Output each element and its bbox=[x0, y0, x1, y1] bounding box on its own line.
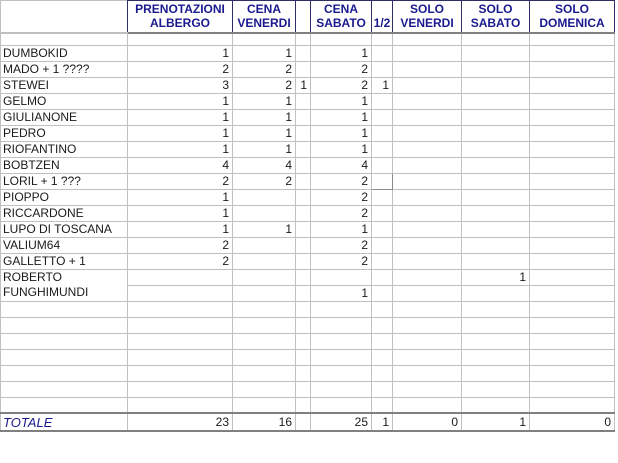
empty-row bbox=[1, 301, 615, 317]
value-cell-cena_venerdi[interactable]: 2 bbox=[233, 173, 296, 189]
value-cell-albergo[interactable]: 2 bbox=[128, 237, 233, 253]
value-cell-cena_sabato[interactable]: 1 bbox=[311, 125, 372, 141]
value-cell-solo_sabato[interactable] bbox=[462, 349, 530, 365]
value-cell-cena_sabato[interactable]: 2 bbox=[311, 77, 372, 93]
value-cell-half[interactable] bbox=[372, 269, 393, 285]
value-cell-cena_venerdi[interactable]: 1 bbox=[233, 45, 296, 61]
value-cell-cena_venerdi[interactable] bbox=[233, 317, 296, 333]
row-name-cell[interactable]: GALLETTO + 1 bbox=[1, 253, 128, 269]
value-cell-extra[interactable] bbox=[296, 285, 311, 301]
row-name-cell[interactable]: BOBTZEN bbox=[1, 157, 128, 173]
value-cell-cena_sabato[interactable]: 2 bbox=[311, 237, 372, 253]
value-cell-cena_venerdi[interactable] bbox=[233, 397, 296, 413]
value-cell-half[interactable] bbox=[372, 317, 393, 333]
value-cell-half[interactable] bbox=[372, 349, 393, 365]
value-cell-cena_venerdi[interactable]: 2 bbox=[233, 77, 296, 93]
value-cell-solo_sabato[interactable] bbox=[462, 301, 530, 317]
value-cell-solo_sabato[interactable]: 1 bbox=[462, 413, 530, 431]
empty-row bbox=[1, 317, 615, 333]
value-cell-albergo[interactable] bbox=[128, 349, 233, 365]
value-cell-half[interactable] bbox=[372, 301, 393, 317]
value-cell-solo_sabato[interactable] bbox=[462, 125, 530, 141]
value-cell-solo_domenica[interactable] bbox=[530, 269, 615, 285]
value-cell-cena_venerdi[interactable] bbox=[233, 237, 296, 253]
row-name-cell[interactable]: RIOFANTINO bbox=[1, 141, 128, 157]
value-cell-solo_venerdi[interactable] bbox=[393, 397, 462, 413]
value-cell-solo_sabato[interactable] bbox=[462, 77, 530, 93]
value-cell-extra[interactable]: 1 bbox=[296, 77, 311, 93]
value-cell-albergo[interactable] bbox=[128, 365, 233, 381]
value-cell-solo_sabato[interactable] bbox=[462, 61, 530, 77]
table-row bbox=[1, 157, 615, 173]
value-cell-cena_venerdi[interactable] bbox=[233, 253, 296, 269]
value-cell-cena_sabato[interactable] bbox=[311, 333, 372, 349]
value-cell-solo_venerdi[interactable] bbox=[393, 317, 462, 333]
value-cell-extra[interactable] bbox=[296, 157, 311, 173]
value-cell-cena_sabato[interactable]: 2 bbox=[311, 253, 372, 269]
value-cell-cena_venerdi[interactable] bbox=[233, 33, 296, 45]
row-name-cell[interactable]: FUNGHIMUNDI bbox=[1, 285, 128, 301]
value-cell-solo_domenica[interactable] bbox=[530, 221, 615, 237]
row-name-cell[interactable]: PIOPPO bbox=[1, 189, 128, 205]
value-cell-solo_venerdi[interactable] bbox=[393, 93, 462, 109]
value-cell-half[interactable] bbox=[372, 365, 393, 381]
value-cell-solo_sabato[interactable] bbox=[462, 33, 530, 45]
table-row bbox=[1, 285, 615, 301]
empty-row bbox=[1, 381, 615, 397]
value-cell-half[interactable] bbox=[372, 221, 393, 237]
value-cell-extra[interactable] bbox=[296, 269, 311, 285]
value-cell-albergo[interactable]: 1 bbox=[128, 189, 233, 205]
table-row bbox=[1, 237, 615, 253]
value-cell-solo_sabato[interactable] bbox=[462, 237, 530, 253]
value-cell-half[interactable] bbox=[372, 109, 393, 125]
row-name-cell[interactable] bbox=[1, 365, 128, 381]
empty-row bbox=[1, 333, 615, 349]
row-name-cell[interactable]: PEDRO bbox=[1, 125, 128, 141]
value-cell-cena_sabato[interactable] bbox=[311, 301, 372, 317]
value-cell-half[interactable] bbox=[372, 61, 393, 77]
value-cell-half[interactable] bbox=[372, 125, 393, 141]
value-cell-solo_domenica[interactable] bbox=[530, 365, 615, 381]
value-cell-albergo[interactable] bbox=[128, 33, 233, 45]
value-cell-albergo[interactable]: 2 bbox=[128, 173, 233, 189]
spacer-row bbox=[1, 33, 615, 45]
value-cell-cena_venerdi[interactable] bbox=[233, 301, 296, 317]
value-cell-albergo[interactable] bbox=[128, 333, 233, 349]
value-cell-cena_sabato[interactable]: 1 bbox=[311, 141, 372, 157]
value-cell-solo_domenica[interactable] bbox=[530, 93, 615, 109]
column-header-cena-venerdi[interactable]: CENA VENERDI bbox=[233, 1, 296, 34]
value-cell-half[interactable] bbox=[372, 333, 393, 349]
value-cell-cena_venerdi[interactable]: 4 bbox=[233, 157, 296, 173]
row-name-cell[interactable]: GIULIANONE bbox=[1, 109, 128, 125]
value-cell-solo_domenica[interactable] bbox=[530, 397, 615, 413]
table-row bbox=[1, 45, 615, 61]
value-cell-solo_domenica[interactable] bbox=[530, 237, 615, 253]
value-cell-extra[interactable] bbox=[296, 205, 311, 221]
value-cell-extra[interactable] bbox=[296, 141, 311, 157]
column-header-solo-domenica[interactable]: SOLO DOMENICA bbox=[530, 1, 615, 34]
value-cell-solo_sabato[interactable] bbox=[462, 109, 530, 125]
value-cell-solo_domenica[interactable] bbox=[530, 33, 615, 45]
value-cell-extra[interactable] bbox=[296, 317, 311, 333]
value-cell-cena_venerdi[interactable]: 1 bbox=[233, 93, 296, 109]
value-cell-solo_sabato[interactable]: 1 bbox=[462, 269, 530, 285]
value-cell-solo_sabato[interactable] bbox=[462, 253, 530, 269]
value-cell-cena_sabato[interactable]: 1 bbox=[311, 109, 372, 125]
value-cell-solo_domenica[interactable] bbox=[530, 301, 615, 317]
table-row bbox=[1, 125, 615, 141]
value-cell-albergo[interactable]: 1 bbox=[128, 141, 233, 157]
value-cell-half[interactable] bbox=[372, 205, 393, 221]
table-row bbox=[1, 141, 615, 157]
value-cell-extra[interactable] bbox=[296, 221, 311, 237]
value-cell-solo_venerdi[interactable] bbox=[393, 237, 462, 253]
value-cell-cena_venerdi[interactable] bbox=[233, 349, 296, 365]
value-cell-cena_venerdi[interactable] bbox=[233, 205, 296, 221]
value-cell-extra[interactable] bbox=[296, 333, 311, 349]
value-cell-albergo[interactable] bbox=[128, 397, 233, 413]
value-cell-half[interactable] bbox=[372, 157, 393, 173]
value-cell-cena_sabato[interactable] bbox=[311, 269, 372, 285]
value-cell-solo_venerdi[interactable]: 0 bbox=[393, 413, 462, 431]
value-cell-solo_venerdi[interactable] bbox=[393, 141, 462, 157]
value-cell-albergo[interactable]: 23 bbox=[128, 413, 233, 431]
value-cell-cena_sabato[interactable] bbox=[311, 381, 372, 397]
value-cell-extra[interactable] bbox=[296, 173, 311, 189]
value-cell-extra[interactable] bbox=[296, 253, 311, 269]
value-cell-half[interactable] bbox=[372, 141, 393, 157]
value-cell-solo_venerdi[interactable] bbox=[393, 221, 462, 237]
table-body bbox=[1, 33, 615, 431]
value-cell-solo_sabato[interactable] bbox=[462, 221, 530, 237]
table-row bbox=[1, 93, 615, 109]
value-cell-extra[interactable] bbox=[296, 189, 311, 205]
value-cell-solo_venerdi[interactable] bbox=[393, 269, 462, 285]
row-name-cell[interactable]: VALIUM64 bbox=[1, 237, 128, 253]
value-cell-albergo[interactable] bbox=[128, 301, 233, 317]
value-cell-extra[interactable] bbox=[296, 365, 311, 381]
value-cell-cena_sabato[interactable]: 1 bbox=[311, 285, 372, 301]
value-cell-albergo[interactable]: 1 bbox=[128, 45, 233, 61]
value-cell-solo_domenica[interactable] bbox=[530, 285, 615, 301]
value-cell-half[interactable] bbox=[372, 381, 393, 397]
value-cell-albergo[interactable]: 1 bbox=[128, 125, 233, 141]
value-cell-cena_sabato[interactable]: 2 bbox=[311, 205, 372, 221]
value-cell-extra[interactable] bbox=[296, 33, 311, 45]
row-name-cell[interactable] bbox=[1, 333, 128, 349]
value-cell-solo_domenica[interactable] bbox=[530, 205, 615, 221]
value-cell-extra[interactable] bbox=[296, 301, 311, 317]
value-cell-cena_sabato[interactable] bbox=[311, 397, 372, 413]
value-cell-half[interactable] bbox=[372, 397, 393, 413]
value-cell-half[interactable]: 1 bbox=[372, 77, 393, 93]
value-cell-solo_venerdi[interactable] bbox=[393, 253, 462, 269]
value-cell-half[interactable] bbox=[372, 253, 393, 269]
value-cell-solo_venerdi[interactable] bbox=[393, 109, 462, 125]
value-cell-solo_venerdi[interactable] bbox=[393, 45, 462, 61]
value-cell-cena_venerdi[interactable] bbox=[233, 365, 296, 381]
value-cell-cena_venerdi[interactable] bbox=[233, 189, 296, 205]
value-cell-solo_domenica[interactable] bbox=[530, 333, 615, 349]
row-name-cell[interactable]: STEWEI bbox=[1, 77, 128, 93]
value-cell-cena_sabato[interactable]: 1 bbox=[311, 45, 372, 61]
value-cell-cena_sabato[interactable]: 2 bbox=[311, 189, 372, 205]
value-cell-solo_domenica[interactable] bbox=[530, 381, 615, 397]
table-row bbox=[1, 109, 615, 125]
value-cell-cena_venerdi[interactable] bbox=[233, 333, 296, 349]
value-cell-albergo[interactable] bbox=[128, 285, 233, 301]
value-cell-solo_sabato[interactable] bbox=[462, 317, 530, 333]
value-cell-solo_domenica[interactable] bbox=[530, 317, 615, 333]
value-cell-solo_sabato[interactable] bbox=[462, 173, 530, 189]
row-name-cell[interactable]: ROBERTO bbox=[1, 269, 128, 285]
value-cell-solo_domenica[interactable] bbox=[530, 141, 615, 157]
value-cell-solo_venerdi[interactable] bbox=[393, 381, 462, 397]
row-name-cell[interactable]: DUMBOKID bbox=[1, 45, 128, 61]
value-cell-solo_venerdi[interactable] bbox=[393, 285, 462, 301]
empty-row bbox=[1, 365, 615, 381]
value-cell-extra[interactable] bbox=[296, 125, 311, 141]
row-name-cell[interactable]: GELMO bbox=[1, 93, 128, 109]
value-cell-solo_venerdi[interactable] bbox=[393, 125, 462, 141]
value-cell-cena_sabato[interactable] bbox=[311, 349, 372, 365]
column-header-extra[interactable] bbox=[296, 1, 311, 34]
value-cell-solo_domenica[interactable] bbox=[530, 189, 615, 205]
value-cell-solo_sabato[interactable] bbox=[462, 285, 530, 301]
empty-row bbox=[1, 397, 615, 413]
total-row bbox=[1, 413, 615, 431]
row-name-cell[interactable] bbox=[1, 397, 128, 413]
value-cell-solo_venerdi[interactable] bbox=[393, 61, 462, 77]
value-cell-solo_venerdi[interactable] bbox=[393, 77, 462, 93]
value-cell-cena_sabato[interactable]: 2 bbox=[311, 173, 372, 189]
value-cell-albergo[interactable]: 2 bbox=[128, 61, 233, 77]
value-cell-solo_sabato[interactable] bbox=[462, 45, 530, 61]
value-cell-cena_venerdi[interactable] bbox=[233, 381, 296, 397]
value-cell-albergo[interactable]: 1 bbox=[128, 109, 233, 125]
value-cell-solo_domenica[interactable] bbox=[530, 45, 615, 61]
column-header-prenotazioni-albergo[interactable]: PRENOTAZIONI ALBERGO bbox=[128, 1, 233, 34]
value-cell-half[interactable] bbox=[372, 173, 393, 189]
table-row bbox=[1, 61, 615, 77]
row-name-cell[interactable]: MADO + 1 ???? bbox=[1, 61, 128, 77]
value-cell-solo_venerdi[interactable] bbox=[393, 205, 462, 221]
value-cell-solo_venerdi[interactable] bbox=[393, 189, 462, 205]
value-cell-cena_sabato[interactable]: 1 bbox=[311, 93, 372, 109]
value-cell-solo_sabato[interactable] bbox=[462, 333, 530, 349]
value-cell-solo_venerdi[interactable] bbox=[393, 301, 462, 317]
value-cell-extra[interactable] bbox=[296, 349, 311, 365]
value-cell-solo_venerdi[interactable] bbox=[393, 33, 462, 45]
value-cell-albergo[interactable] bbox=[128, 269, 233, 285]
value-cell-albergo[interactable] bbox=[128, 317, 233, 333]
value-cell-albergo[interactable]: 4 bbox=[128, 157, 233, 173]
row-name-cell[interactable] bbox=[1, 317, 128, 333]
table-row bbox=[1, 173, 615, 189]
value-cell-cena_venerdi[interactable]: 1 bbox=[233, 141, 296, 157]
value-cell-extra[interactable] bbox=[296, 109, 311, 125]
value-cell-solo_sabato[interactable] bbox=[462, 189, 530, 205]
value-cell-solo_sabato[interactable] bbox=[462, 141, 530, 157]
value-cell-half[interactable]: 1 bbox=[372, 413, 393, 431]
value-cell-half[interactable] bbox=[372, 33, 393, 45]
value-cell-extra[interactable] bbox=[296, 61, 311, 77]
empty-row bbox=[1, 349, 615, 365]
value-cell-solo_venerdi[interactable] bbox=[393, 157, 462, 173]
value-cell-extra[interactable] bbox=[296, 237, 311, 253]
value-cell-cena_venerdi[interactable]: 2 bbox=[233, 61, 296, 77]
value-cell-solo_sabato[interactable] bbox=[462, 157, 530, 173]
table-row bbox=[1, 221, 615, 237]
value-cell-cena_sabato[interactable]: 4 bbox=[311, 157, 372, 173]
column-header-solo-venerdi[interactable]: SOLO VENERDI bbox=[393, 1, 462, 34]
value-cell-solo_domenica[interactable] bbox=[530, 173, 615, 189]
value-cell-solo_sabato[interactable] bbox=[462, 365, 530, 381]
value-cell-solo_domenica[interactable]: 0 bbox=[530, 413, 615, 431]
row-name-cell[interactable]: TOTALE bbox=[1, 413, 128, 431]
value-cell-solo_venerdi[interactable] bbox=[393, 349, 462, 365]
value-cell-solo_sabato[interactable] bbox=[462, 93, 530, 109]
value-cell-extra[interactable] bbox=[296, 381, 311, 397]
value-cell-half[interactable] bbox=[372, 93, 393, 109]
value-cell-extra[interactable] bbox=[296, 93, 311, 109]
value-cell-cena_sabato[interactable] bbox=[311, 317, 372, 333]
table-row bbox=[1, 269, 615, 285]
row-name-cell[interactable]: LUPO DI TOSCANA bbox=[1, 221, 128, 237]
row-name-cell[interactable] bbox=[1, 33, 128, 45]
value-cell-solo_venerdi[interactable] bbox=[393, 173, 462, 189]
value-cell-cena_venerdi[interactable]: 1 bbox=[233, 125, 296, 141]
value-cell-extra[interactable] bbox=[296, 413, 311, 431]
column-header-mezzo[interactable]: 1/2 bbox=[372, 1, 393, 34]
value-cell-solo_venerdi[interactable] bbox=[393, 333, 462, 349]
value-cell-cena_sabato[interactable] bbox=[311, 365, 372, 381]
value-cell-albergo[interactable] bbox=[128, 381, 233, 397]
row-name-cell[interactable] bbox=[1, 349, 128, 365]
value-cell-solo_domenica[interactable] bbox=[530, 109, 615, 125]
value-cell-albergo[interactable]: 1 bbox=[128, 93, 233, 109]
row-name-cell[interactable] bbox=[1, 301, 128, 317]
value-cell-solo_venerdi[interactable] bbox=[393, 365, 462, 381]
row-name-cell[interactable]: RICCARDONE bbox=[1, 205, 128, 221]
value-cell-cena_venerdi[interactable]: 16 bbox=[233, 413, 296, 431]
value-cell-albergo[interactable]: 3 bbox=[128, 77, 233, 93]
value-cell-half[interactable] bbox=[372, 189, 393, 205]
value-cell-solo_sabato[interactable] bbox=[462, 397, 530, 413]
value-cell-cena_venerdi[interactable] bbox=[233, 269, 296, 285]
value-cell-solo_domenica[interactable] bbox=[530, 77, 615, 93]
column-header-cena-sabato[interactable]: CENA SABATO bbox=[311, 1, 372, 34]
value-cell-extra[interactable] bbox=[296, 397, 311, 413]
table-row bbox=[1, 77, 615, 93]
value-cell-albergo[interactable]: 1 bbox=[128, 205, 233, 221]
value-cell-solo_domenica[interactable] bbox=[530, 157, 615, 173]
value-cell-albergo[interactable]: 2 bbox=[128, 253, 233, 269]
value-cell-half[interactable] bbox=[372, 237, 393, 253]
value-cell-solo_domenica[interactable] bbox=[530, 61, 615, 77]
value-cell-cena_sabato[interactable] bbox=[311, 33, 372, 45]
value-cell-cena_sabato[interactable]: 1 bbox=[311, 221, 372, 237]
value-cell-solo_domenica[interactable] bbox=[530, 349, 615, 365]
value-cell-cena_sabato[interactable]: 25 bbox=[311, 413, 372, 431]
table-row bbox=[1, 189, 615, 205]
value-cell-half[interactable] bbox=[372, 285, 393, 301]
value-cell-cena_venerdi[interactable] bbox=[233, 285, 296, 301]
column-header-name[interactable] bbox=[1, 1, 128, 34]
value-cell-solo_domenica[interactable] bbox=[530, 253, 615, 269]
row-name-cell[interactable] bbox=[1, 381, 128, 397]
value-cell-cena_venerdi[interactable]: 1 bbox=[233, 109, 296, 125]
table-row bbox=[1, 205, 615, 221]
value-cell-solo_sabato[interactable] bbox=[462, 381, 530, 397]
column-header-solo-sabato[interactable]: SOLO SABATO bbox=[462, 1, 530, 34]
value-cell-extra[interactable] bbox=[296, 45, 311, 61]
table-row bbox=[1, 253, 615, 269]
row-name-cell[interactable]: LORIL + 1 ??? bbox=[1, 173, 128, 189]
value-cell-half[interactable] bbox=[372, 45, 393, 61]
value-cell-albergo[interactable]: 1 bbox=[128, 221, 233, 237]
value-cell-cena_venerdi[interactable]: 1 bbox=[233, 221, 296, 237]
value-cell-cena_sabato[interactable]: 2 bbox=[311, 61, 372, 77]
value-cell-solo_sabato[interactable] bbox=[462, 205, 530, 221]
header-row bbox=[1, 1, 615, 34]
value-cell-solo_domenica[interactable] bbox=[530, 125, 615, 141]
